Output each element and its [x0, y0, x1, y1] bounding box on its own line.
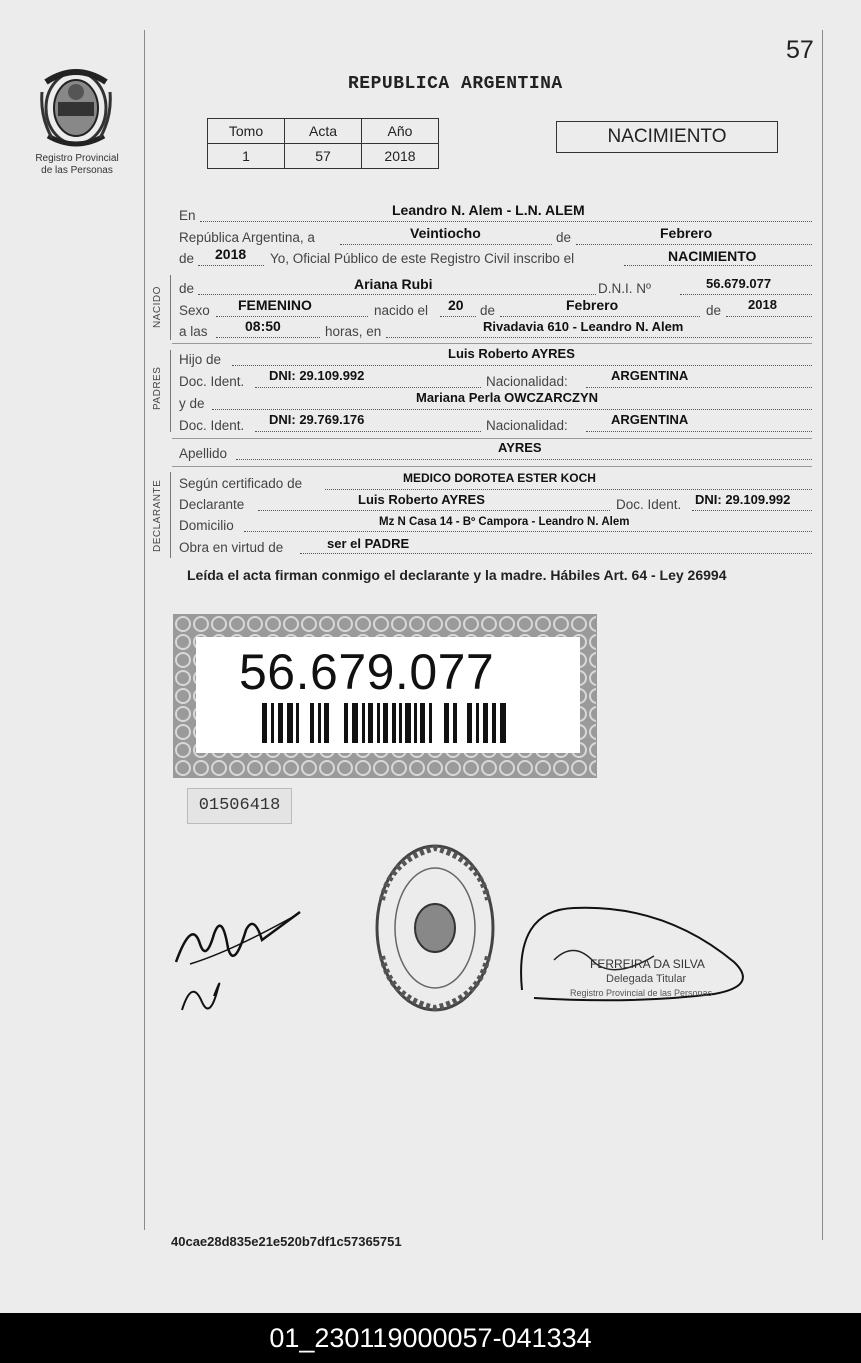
right-margin-line: [822, 30, 823, 1240]
value-dia: Veintiocho: [410, 225, 481, 241]
value-lugar: Leandro N. Alem - L.N. ALEM: [392, 202, 585, 218]
value-tomo: 1: [208, 144, 285, 169]
label-republica: República Argentina, a: [179, 230, 315, 245]
dni-sticker: [173, 614, 597, 778]
left-margin-line: [144, 30, 145, 1230]
section-padres: PADRES: [152, 366, 163, 410]
declarant-signature-icon: [170, 900, 305, 1030]
label-y-de: y de: [179, 396, 205, 411]
label-obra: Obra en virtud de: [179, 540, 284, 555]
value-mes: Febrero: [660, 225, 713, 241]
label-hijo-de: Hijo de: [179, 352, 222, 367]
value-anio-registro: 2018: [215, 246, 247, 262]
value-lugar-nac: Rivadavia 610 - Leandro N. Alem: [483, 319, 684, 334]
scan-footer-id: 01_230119000057-041334: [0, 1313, 861, 1363]
value-padre-doc: DNI: 29.109.992: [269, 368, 365, 383]
tomo-acta-table: [207, 118, 439, 169]
value-domicilio: Mz N Casa 14 - Bº Campora - Leandro N. Alem: [379, 516, 630, 528]
value-nac-anio: 2018: [748, 297, 777, 312]
header-anio: Año: [362, 119, 439, 144]
value-madre-doc: DNI: 29.769.176: [269, 412, 365, 427]
label-domicilio: Domicilio: [179, 518, 234, 533]
value-nombre: Ariana Rubi: [354, 276, 433, 292]
document-title: REPUBLICA ARGENTINA: [348, 74, 563, 94]
label-doc-ident-padre: Doc. Ident.: [179, 374, 245, 389]
value-padre: Luis Roberto AYRES: [448, 346, 575, 361]
label-nacido-el: nacido el: [374, 303, 429, 318]
label-horas-en: horas, en: [325, 324, 382, 339]
value-hora: 08:50: [245, 318, 281, 334]
value-madre-nac: ARGENTINA: [611, 412, 689, 427]
label-de-4: de: [480, 303, 496, 318]
label-de-5: de: [706, 303, 722, 318]
province-emblem-icon: [38, 62, 114, 150]
closing-statement: Leída el acta firman conmigo el declarante y la madre. Hábiles Art. 64 - Ley 26994: [187, 567, 727, 583]
label-dni: D.N.I. Nº: [598, 281, 651, 296]
value-acta: 57: [285, 144, 362, 169]
value-nac-dia: 20: [448, 297, 464, 313]
label-nacionalidad-padre: Nacionalidad:: [486, 374, 568, 389]
label-sexo: Sexo: [179, 303, 210, 318]
label-a-las: a las: [179, 324, 208, 339]
value-dni: 56.679.077: [706, 276, 772, 291]
value-declarante: Luis Roberto AYRES: [358, 492, 485, 507]
value-sexo: FEMENINO: [238, 297, 312, 313]
registry-label: Registro Provincial de las Personas: [35, 153, 119, 176]
value-padre-nac: ARGENTINA: [611, 368, 689, 383]
value-anio: 2018: [362, 144, 439, 169]
page-number: 57: [786, 36, 814, 64]
value-obra: ser el PADRE: [327, 536, 410, 551]
label-yo: Yo, Oficial Público de este Registro Civil inscribo el: [270, 251, 575, 266]
label-en: En: [179, 208, 196, 223]
signature-title: Delegada Titular: [606, 973, 687, 985]
barcode-icon: [262, 703, 510, 743]
control-number: 01506418: [187, 788, 292, 824]
official-stamp-icon: [370, 840, 500, 1015]
value-certificado: MEDICO DOROTEA ESTER KOCH: [403, 471, 596, 485]
header-tomo: Tomo: [208, 119, 285, 144]
label-doc-ident-madre: Doc. Ident.: [179, 418, 245, 433]
label-segun: Según certificado de: [179, 476, 303, 491]
value-apellido: AYRES: [498, 440, 542, 455]
section-declarante: DECLARANTE: [152, 479, 163, 552]
label-apellido: Apellido: [179, 446, 228, 461]
label-doc-ident-declarante: Doc. Ident.: [616, 497, 682, 512]
label-de-3: de: [179, 281, 195, 296]
value-declarante-doc: DNI: 29.109.992: [695, 492, 791, 507]
header-acta: Acta: [285, 119, 362, 144]
value-inscripcion: NACIMIENTO: [668, 248, 757, 264]
document-hash: 40cae28d835e21e520b7df1c57365751: [171, 1234, 402, 1249]
section-nacido: NACIDO: [152, 286, 163, 328]
label-de-2: de: [179, 251, 195, 266]
value-madre: Mariana Perla OWCZARCZYN: [416, 390, 599, 405]
label-declarante: Declarante: [179, 497, 245, 512]
record-type-box: NACIMIENTO: [556, 121, 778, 153]
label-de-1: de: [556, 230, 572, 245]
signature-org: Registro Provincial de las Personas: [570, 988, 713, 998]
sticker-dni-number: 56.679.077: [239, 644, 495, 700]
value-nac-mes: Febrero: [566, 297, 619, 313]
signature-name: FERREIRA DA SILVA: [590, 957, 705, 971]
label-nacionalidad-madre: Nacionalidad:: [486, 418, 568, 433]
